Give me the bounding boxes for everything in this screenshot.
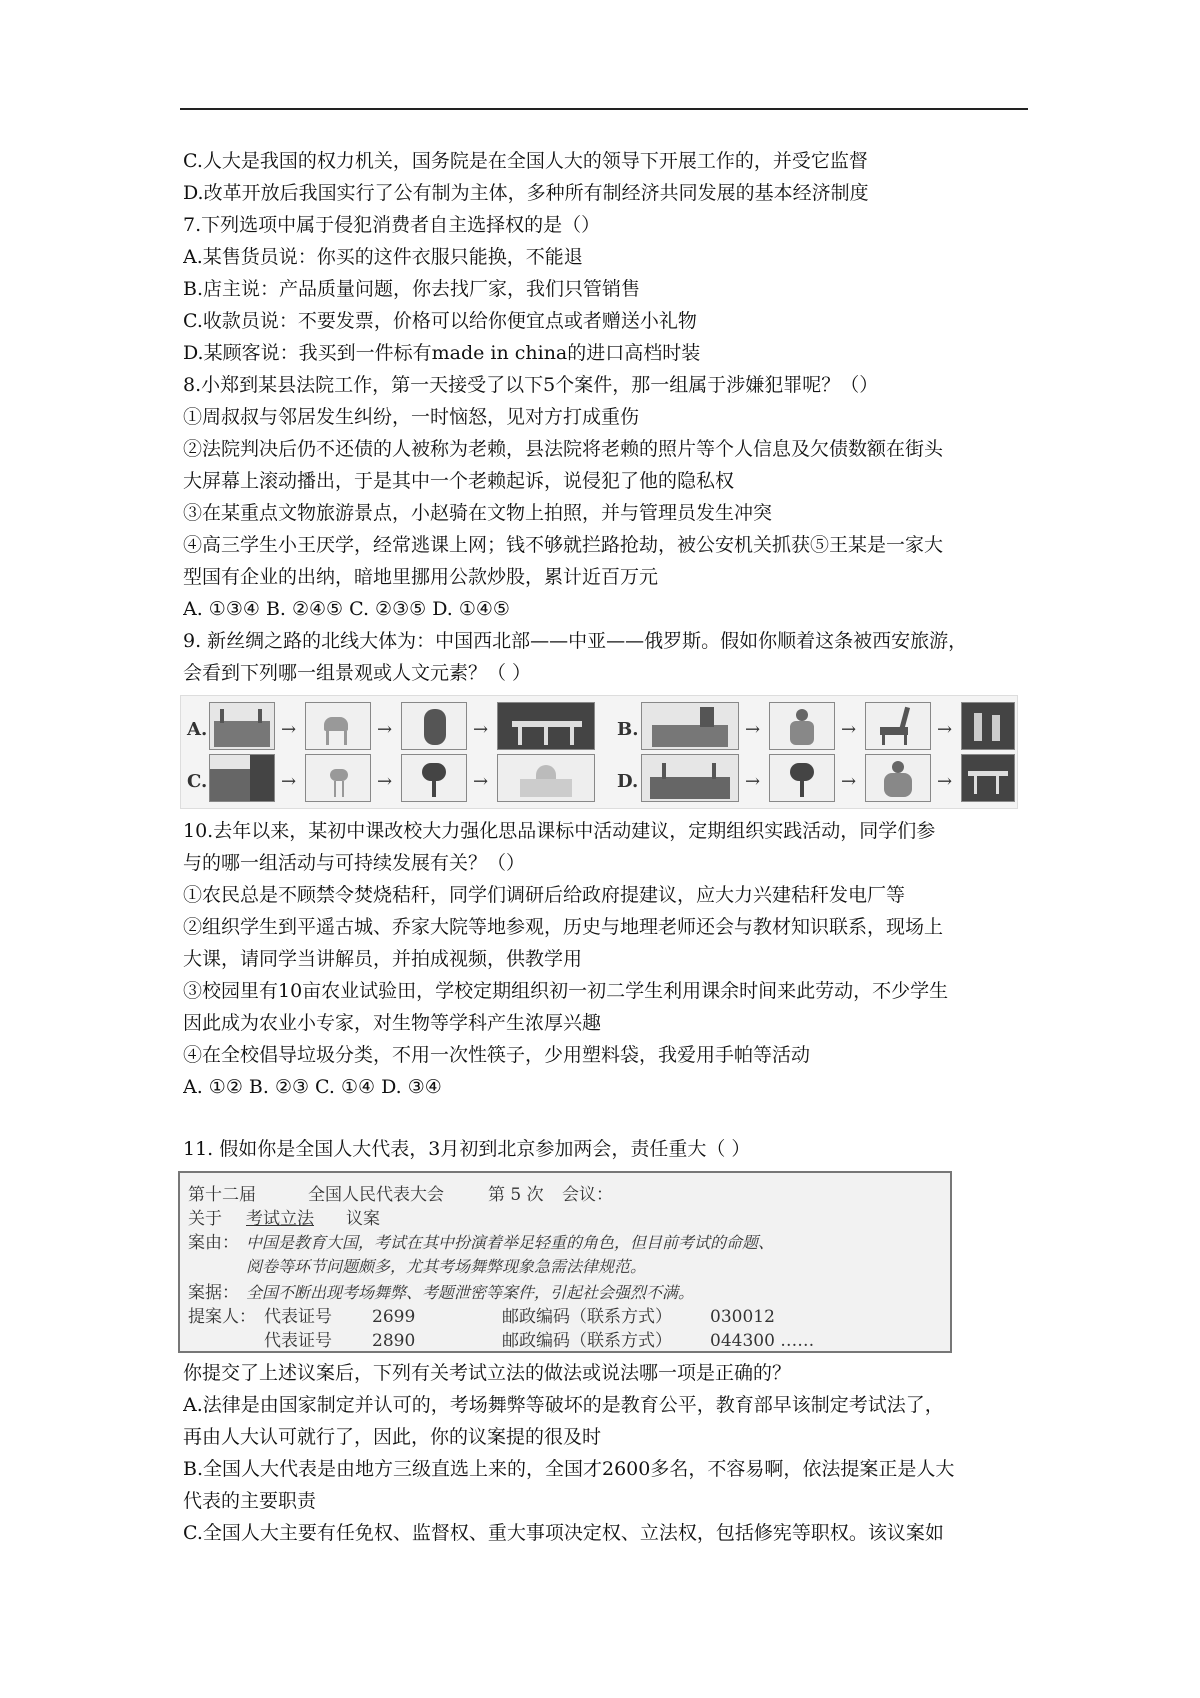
person-image (865, 754, 931, 802)
ballet-image (497, 702, 595, 750)
basis-label: 案据： (188, 1283, 239, 1303)
question-11-stem: 11. 假如你是全国人大代表，3月初到北京参加两会，责任重大（ ） (183, 1138, 751, 1160)
arrow-icon: → (745, 771, 761, 792)
text-line: ④高三学生小王厌学，经常逃课上网；钱不够就拦路抢劫，被公安机关抓获⑤王某是一家大 (183, 534, 944, 556)
text-line: ③在某重点文物旅游景点，小赵骑在文物上拍照，并与管理员发生冲突 (183, 502, 773, 524)
text-line: 会看到下列哪一组景观或人文元素？（ ） (183, 662, 532, 684)
text-line: ①农民总是不顾禁令焚烧秸秆，同学们调研后给政府提建议，应大力兴建秸秆发电厂等 (183, 884, 906, 906)
figure-row-cd (181, 752, 1017, 804)
text-line: ②组织学生到平遥古城、乔家大院等地参观，历史与地理老师还会与教材知识联系，现场上 (183, 916, 944, 938)
reason-text: 阅卷等环节问题颇多，尤其考场舞弊现象急需法律规范。 (246, 1257, 647, 1276)
option-line: C.全国人大主要有任免权、监督权、重大事项决定权、立法权，包括修宪等职权。该议案如 (183, 1522, 944, 1544)
arrow-icon: → (281, 771, 297, 792)
text-line: 你提交了上述议案后，下列有关考试立法的做法或说法哪一项是正确的？ (183, 1362, 792, 1384)
proposal-topic: 考试立法 (246, 1209, 314, 1229)
basis-text: 全国不断出现考场舞弊、考题泄密等案件，引起社会强烈不满。 (246, 1283, 695, 1302)
question-9-stem: 9. 新丝绸之路的北线大体为：中国西北部——中亚——俄罗斯。假如你顺着这条被西安旅游， (183, 630, 968, 652)
figure-label-d: D. (617, 771, 639, 792)
text-line: 因此成为农业小专家，对生物等学科产生浓厚兴趣 (183, 1012, 602, 1034)
reason-text: 中国是教育大国，考试在其中扮演着举足轻重的角色，但目前考试的命题、 (246, 1233, 775, 1252)
answer-choices: A. ①③④ B. ②④⑤ C. ②③⑤ D. ①④⑤ (183, 598, 510, 620)
delegate-id-label: 代表证号 (264, 1307, 332, 1327)
figure-label-b: B. (617, 719, 639, 740)
text-line: ②法院判决后仍不还债的人被称为老赖，县法院将老赖的照片等个人信息及欠债数额在街头 (183, 438, 944, 460)
option-line: A.某售货员说：你买的这件衣服只能换，不能退 (183, 246, 583, 268)
proposer-label: 提案人： (188, 1307, 256, 1327)
figure-label-a: A. (187, 719, 208, 740)
session-label: 第十二届 (188, 1185, 256, 1205)
option-line: B.店主说：产品质量问题，你去找厂家，我们只管销售 (183, 278, 641, 300)
text-line: ④在全校倡导垃圾分类，不用一次性筷子，少用塑料袋，我爱用手帕等活动 (183, 1044, 811, 1066)
text-line: 型国有企业的出纳，暗地里挪用公款炒股，累计近百万元 (183, 566, 659, 588)
capitol-image (497, 754, 595, 802)
arrow-icon: → (377, 719, 393, 740)
document-body (183, 145, 1028, 1549)
arrow-icon: → (937, 771, 953, 792)
giraffe-image (865, 702, 931, 750)
option-line: B.全国人大代表是由地方三级直选上来的，全国才2600多名，不容易啊，依法提案正是人大 (183, 1458, 955, 1480)
text-line: C.人大是我国的权力机关，国务院是在全国人大的领导下开展工作的，并受它监督 (183, 150, 868, 172)
delegate-id-value: 2699 (372, 1307, 416, 1327)
meeting-number: 第 5 次 (488, 1185, 544, 1205)
header-rule (180, 108, 1028, 110)
arrow-icon: → (473, 719, 489, 740)
text-line: 大课，请同学当讲解员，并拍成视频，供教学用 (183, 948, 583, 970)
person-image (769, 702, 835, 750)
option-line: C.收款员说：不要发票，价格可以给你便宜点或者赠送小礼物 (183, 310, 697, 332)
mosque-image (641, 754, 739, 802)
text-line: 大屏幕上滚动播出，于是其中一个老赖起诉，说侵犯了他的隐私权 (183, 470, 735, 492)
postcode-label: 邮政编码（联系方式） (502, 1331, 672, 1351)
proposal-label: 议案 (346, 1209, 380, 1229)
arrow-icon: → (745, 719, 761, 740)
arrow-icon: → (377, 771, 393, 792)
figure-row-ab (181, 700, 1017, 752)
answer-choices: A. ①② B. ②③ C. ①④ D. ③④ (183, 1076, 442, 1098)
arrow-icon: → (841, 771, 857, 792)
arrow-icon: → (841, 719, 857, 740)
postcode-value: 030012 (710, 1307, 775, 1327)
dance-image (961, 702, 1015, 750)
mosque-image (209, 702, 275, 750)
tree-image (401, 754, 467, 802)
text-line: 再由人大认可就行了，因此，你的议案提的很及时 (183, 1426, 602, 1448)
spacer (183, 1103, 1028, 1133)
delegate-id-label: 代表证号 (264, 1331, 332, 1351)
question-7-stem: 7.下列选项中属于侵犯消费者自主选择权的是（） (183, 214, 601, 236)
congress-label: 全国人民代表大会 (308, 1185, 444, 1205)
dancer-image (401, 702, 467, 750)
option-line: A.法律是由国家制定并认可的，考场舞弊等破坏的是教育公平，教育部早该制定考试法了， (183, 1394, 944, 1416)
arrow-icon: → (473, 771, 489, 792)
silk-road-figure (180, 695, 1018, 809)
postcode-label: 邮政编码（联系方式） (502, 1307, 672, 1327)
about-label: 关于 (188, 1209, 222, 1229)
meeting-suffix: 会议： (562, 1185, 613, 1205)
cliff-image (209, 754, 275, 802)
option-line: D.某顾客说：我买到一件标有made in china的进口高档时装 (183, 342, 701, 364)
postcode-value: 044300 …… (710, 1331, 815, 1351)
arrow-icon: → (937, 719, 953, 740)
text-line: D.改革开放后我国实行了公有制为主体，多种所有制经济共同发展的基本经济制度 (183, 182, 869, 204)
text-line: 代表的主要职责 (183, 1490, 317, 1512)
proposal-form-figure (178, 1171, 952, 1353)
camel-image (305, 702, 371, 750)
ballet-image (961, 754, 1015, 802)
figure-label-c: C. (187, 771, 208, 792)
tree-image (769, 754, 835, 802)
text-line: 与的哪一组活动与可持续发展有关？（） (183, 852, 526, 874)
text-line: ①周叔叔与邻居发生纠纷，一时恼怒，见对方打成重伤 (183, 406, 640, 428)
arrow-icon: → (281, 719, 297, 740)
question-8-stem: 8.小郑到某县法院工作，第一天接受了以下5个案件，那一组属于涉嫌犯罪呢？（） (183, 374, 879, 396)
text-line: ③校园里有10亩农业试验田，学校定期组织初一初二学生利用课余时间来此劳动，不少学生 (183, 980, 949, 1002)
ostrich-image (305, 754, 371, 802)
pagoda-image (641, 702, 739, 750)
question-10-stem: 10.去年以来，某初中课改校大力强化思品课标中活动建议，定期组织实践活动，同学们参 (183, 820, 936, 842)
reason-label: 案由： (188, 1233, 239, 1253)
delegate-id-value: 2890 (372, 1331, 416, 1351)
